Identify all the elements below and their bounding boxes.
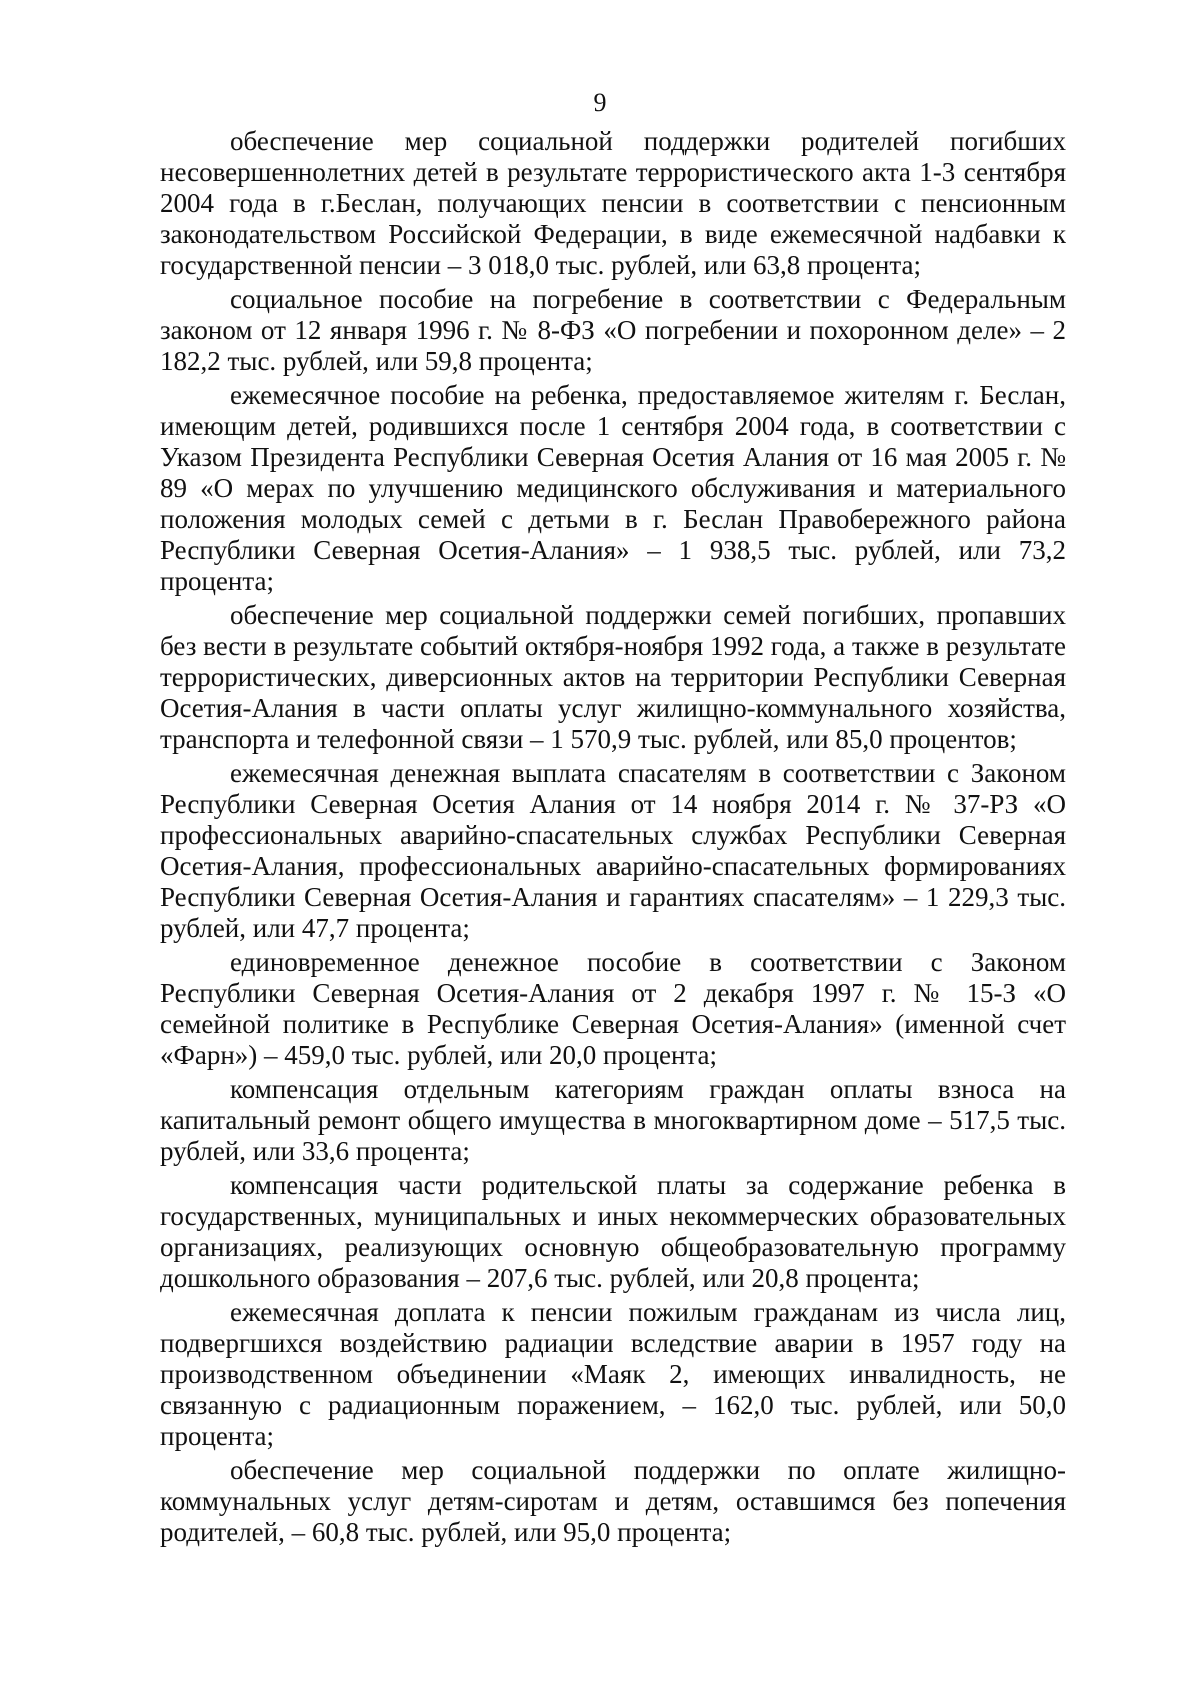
paragraph-rescuers-monthly-payment: ежемесячная денежная выплата спасателям в соответствии с Законом Республики Северная Осетия Алания от 14 ноября 2014 г. № 37-РЗ «О профессиональных аварийно-спасательных службах Республики Северная Осетия-Алания, профессиональных аварийно-спасательных формированиях Республики Северная Осетия-Алания и гарантиях спасателям» – 1 229,3 тыс. рублей, или 47,7 процента; [160,758,1066,943]
paragraph-burial-allowance: социальное пособие на погребение в соответствии с Федеральным законом от 12 января 1996 г. № 8-ФЗ «О погребении и похоронном деле» – 2 182,2 тыс. рублей, или 59,8 процента; [160,284,1066,376]
page-number: 9 [593,88,607,117]
paragraph-beslan-parents-pension-supplement: обеспечение мер социальной поддержки родителей погибших несовершеннолетних детей в результате террористического акта 1-3 сентября 2004 года в г.Беслан, получающих пенсии в соответствии с пенсионным законодательством Российской Федерации, в виде ежемесячной надбавки к государственной пенсии – 3 018,0 тыс. рублей, или 63,8 процента; [160,126,1066,280]
paragraph-farn-family-allowance: единовременное денежное пособие в соответствии с Законом Республики Северная Осетия-Алания от 2 декабря 1997 г. № 15-З «О семейной политике в Республике Северная Осетия-Алания» (именной счет «Фарн») – 459,0 тыс. рублей, или 20,0 процента; [160,947,1066,1070]
paragraph-beslan-child-allowance: ежемесячное пособие на ребенка, предоставляемое жителям г. Беслан, имеющим детей, родившихся после 1 сентября 2004 года, в соответствии с Указом Президента Республики Северная Осетия Алания от 16 мая 2005 г. № 89 «О мерах по улучшению медицинского обслуживания и материального положения молодых семей с детьми в г. Беслан Правобережного района Республики Северная Осетия-Алания» – 1 938,5 тыс. рублей, или 73,2 процента; [160,380,1066,596]
paragraph-orphans-housing-support: обеспечение мер социальной поддержки по оплате жилищно-коммунальных услуг детям-сиротам и детям, оставшимся без попечения родителей, – 60,8 тыс. рублей, или 95,0 процента; [160,1455,1066,1547]
paragraph-families-of-victims-support: обеспечение мер социальной поддержки семей погибших, пропавших без вести в результате событий октября-ноября 1992 года, а также в результате террористических, диверсионных актов на территории Республики Северная Осетия-Алания в части оплаты услуг жилищно-коммунального хозяйства, транспорта и телефонной связи – 1 570,9 тыс. рублей, или 85,0 процентов; [160,600,1066,754]
paragraph-preschool-fee-compensation: компенсация части родительской платы за содержание ребенка в государственных, муниципальных и иных некоммерческих образовательных организациях, реализующих основную общеобразовательную программу дошкольного образования – 207,6 тыс. рублей, или 20,8 процента; [160,1170,1066,1293]
paragraph-radiation-pension-supplement: ежемесячная доплата к пенсии пожилым гражданам из числа лиц, подвергшихся воздействию радиации вследствие аварии в 1957 году на производственном объединении «Маяк 2, имеющих инвалидность, не связанную с радиационным поражением, – 162,0 тыс. рублей, или 50,0 процента; [160,1297,1066,1451]
document-body [160,126,1066,1551]
paragraph-capital-repair-compensation: компенсация отдельным категориям граждан оплаты взноса на капитальный ремонт общего имущества в многоквартирном доме – 517,5 тыс. рублей, или 33,6 процента; [160,1074,1066,1166]
